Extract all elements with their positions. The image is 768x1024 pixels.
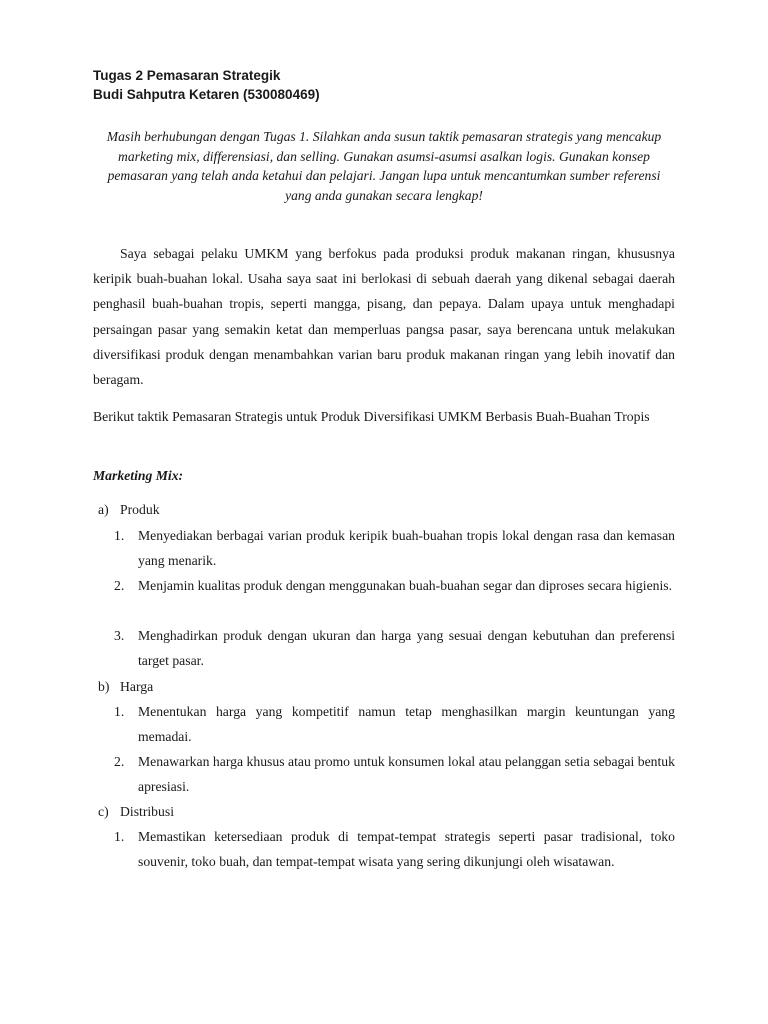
list-item [114,749,675,799]
item-number: 2. [114,754,125,769]
item-text: Menentukan harga yang kompetitif namun tetap menghasilkan margin keuntungan yang memadai. [138,704,675,745]
author-line: Budi Sahputra Ketaren (530080469) [93,87,320,102]
item-number: 1. [114,704,125,719]
list-item [114,699,675,749]
background-paragraph: Saya sebagai pelaku UMKM yang berfokus pada produksi produk makanan ringan, khususnya keripik buah-buahan lokal. Usaha saya saat ini berlokasi di sebuah daerah yang dikenal sebagai daerah penghasil buah-buahan tropis, seperti mangga, pisang, dan pepaya. Dalam upaya untuk menghadapi persaingan pasar yang semakin ketat dan memperluas pangsa pasar, saya berencana untuk melakukan diversifikasi produk dengan menambahkan varian baru produk makanan ringan yang lebih inovatif dan beragam. [93,246,675,388]
assignment-instructions: Masih berhubungan dengan Tugas 1. Silahkan anda susun taktik pemasaran strategis yang mencakup marketing mix, differensiasi, dan selling. Gunakan asumsi-asumsi asalkan logis. Gunakan konsep pemasaran yang telah anda ketahui dan pelajari. Jangan lupa untuk mencantumkan sumber referensi yang anda gunakan secara lengkap! [106,129,662,203]
category-harga [98,674,153,699]
item-number: 3. [114,628,125,643]
list-item [114,824,675,874]
category-label: Distribusi [120,804,174,819]
category-distribusi [98,799,174,824]
item-number: 1. [114,528,125,543]
category-letter: c) [98,804,109,819]
list-item [114,523,675,573]
category-label: Harga [120,679,154,694]
item-number: 1. [114,829,125,844]
document-header [93,66,320,104]
category-label: Produk [120,502,160,517]
item-text: Memastikan ketersediaan produk di tempat-tempat strategis seperti pasar tradisional, toko souvenir, toko buah, dan tempat-tempat wisata yang sering dikunjungi oleh wisatawan. [138,829,675,870]
item-text: Menyediakan berbagai varian produk keripik buah-buahan tropis lokal dengan rasa dan kemasan yang menarik. [138,528,675,569]
list-item [114,623,675,673]
tactics-intro-paragraph: Berikut taktik Pemasaran Strategis untuk Produk Diversifikasi UMKM Berbasis Buah-Buahan Tropis [93,409,650,424]
category-letter: b) [98,679,110,694]
item-text: Menjamin kualitas produk dengan menggunakan buah-buahan segar dan diproses secara higienis. [138,578,673,593]
item-text: Menghadirkan produk dengan ukuran dan harga yang sesuai dengan kebutuhan dan preferensi target pasar. [138,628,675,669]
category-letter: a) [98,502,109,517]
assignment-title: Tugas 2 Pemasaran Strategik [93,68,281,83]
item-text: Menawarkan harga khusus atau promo untuk konsumen lokal atau pelanggan setia sebagai bentuk apresiasi. [138,754,675,795]
list-item [114,573,675,598]
marketing-mix-heading: Marketing Mix: [93,468,184,483]
item-number: 2. [114,578,125,593]
category-produk [98,497,160,522]
